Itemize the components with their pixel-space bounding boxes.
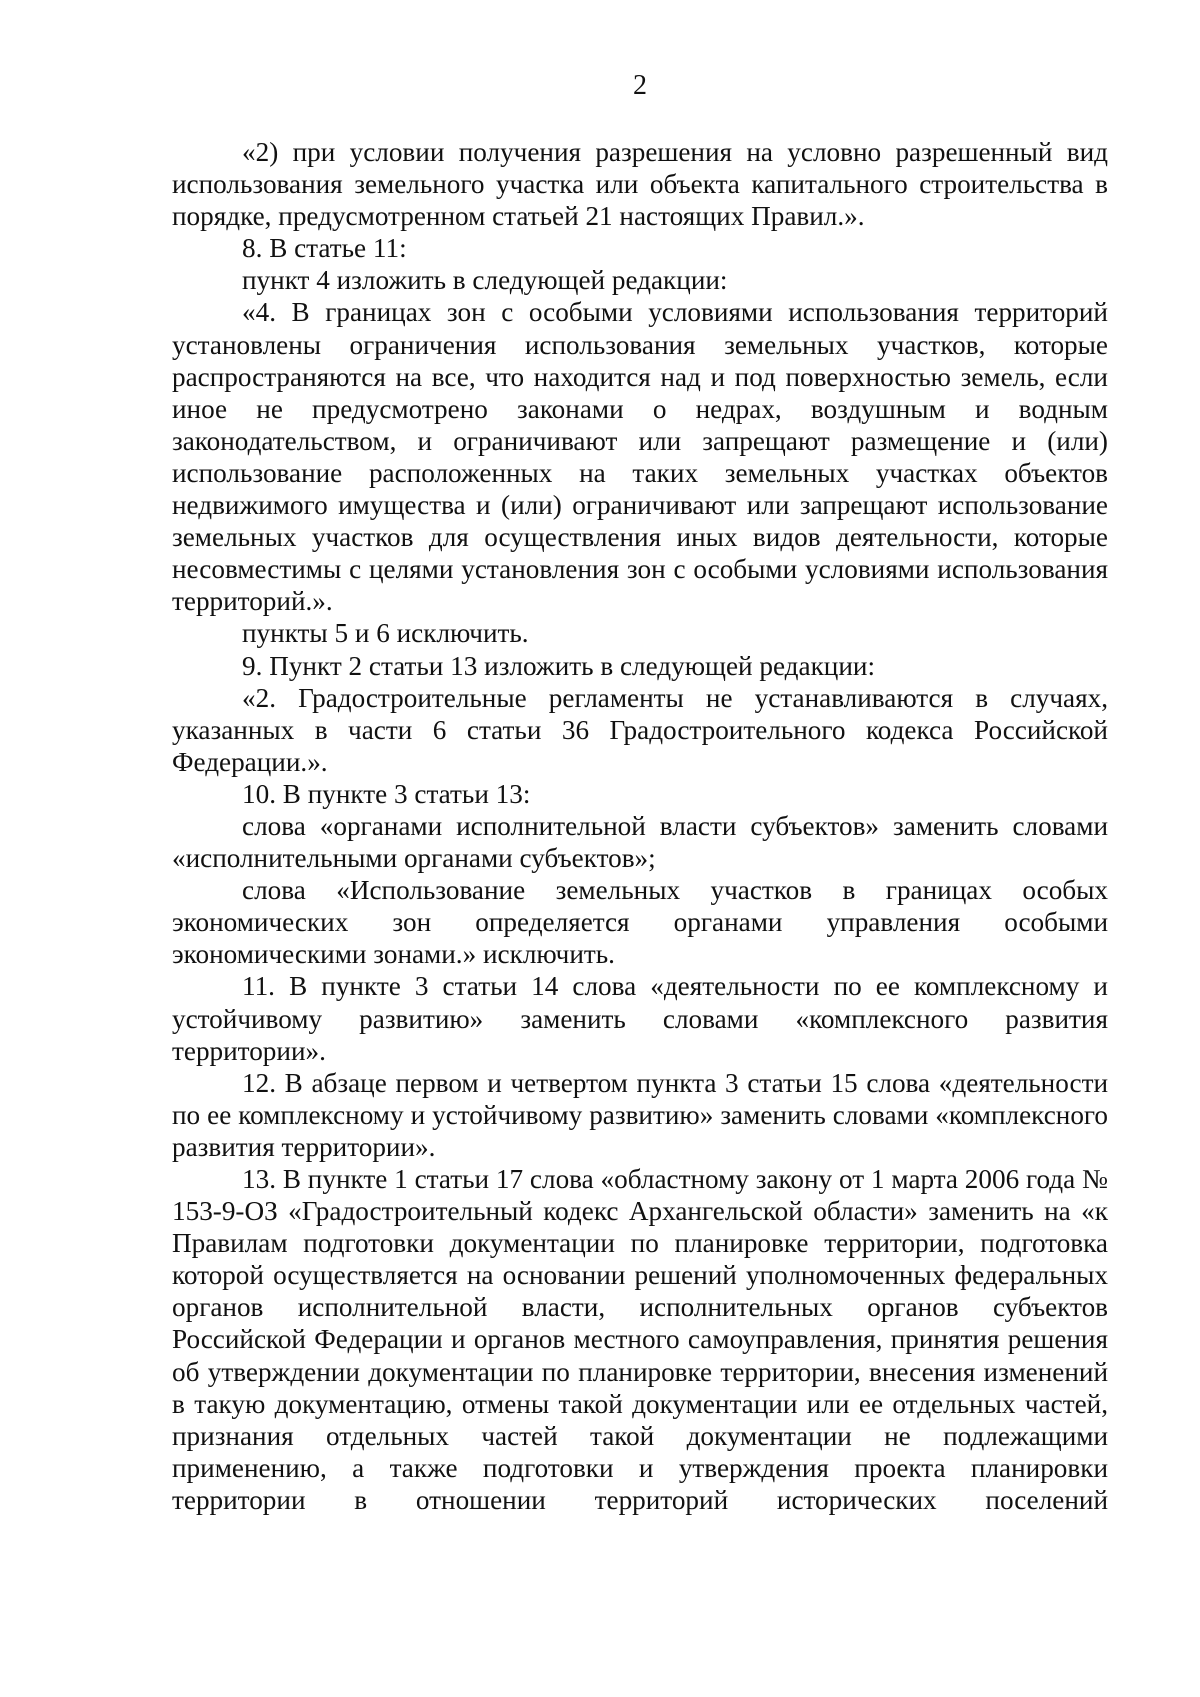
paragraph: «2) при условии получения разрешения на условно разрешенный вид использования земельного участка или объекта капитального строительства в порядке, предусмотренном статьей 21 настоящих Правил.». <box>172 137 1108 232</box>
paragraph: слова «органами исполнительной власти субъектов» заменить словами «исполнительными органами субъектов»; <box>172 810 1108 874</box>
paragraph: 10. В пункте 3 статьи 13: <box>242 778 531 809</box>
paragraph: 8. В статье 11: <box>242 233 407 264</box>
paragraph: «2. Градостроительные регламенты не устанавливаются в случаях, указанных в части 6 статьи 36 Градостроительного кодекса Российской Федерации.». <box>172 682 1108 777</box>
paragraph: 11. В пункте 3 статьи 14 слова «деятельности по ее комплексному и устойчивому развитию» заменить словами «комплексного развития территории». <box>172 971 1108 1066</box>
paragraph: 13. В пункте 1 статьи 17 слова «областному закону от 1 марта 2006 года № 153-9-ОЗ «Градостроительный кодекс Архангельской области» заменить на «к Правилам подготовки документации по планировке территории, подготовка которой осуществляется на основании решений уполномоченных федеральных органов исполнительной власти, исполнительных органов субъектов Российской Федерации и органов местного самоуправления, принятия решения об утверждении документации по планировке территории, внесения изменений в такую документацию, отмены такой документации или ее отдельных частей, признания отдельных частей такой документации не подлежащими применению, а также подготовки и утверждения проекта планировки территории в отношении территорий исторических поселений <box>172 1164 1108 1515</box>
paragraph: 9. Пункт 2 статьи 13 изложить в следующей редакции: <box>242 650 875 681</box>
paragraph: пункты 5 и 6 исключить. <box>242 618 529 649</box>
paragraph: 12. В абзаце первом и четвертом пункта 3 статьи 15 слова «деятельности по ее комплексному и устойчивому развитию» заменить словами «комплексного развития территории». <box>172 1067 1108 1162</box>
paragraph: «4. В границах зон с особыми условиями использования территорий установлены ограничения использования земельных участков, которые распространяются на все, что находится над и под поверхностью земель, если иное не предусмотрено законами о недрах, воздушным и водным законодательством, и ограничивают или запрещают размещение и (или) использование расположенных на таких земельных участках объектов недвижимого имущества и (или) ограничивают или запрещают использование земельных участков для осуществления иных видов деятельности, которые несовместимы с целями установления зон с особыми условиями использования территорий.». <box>172 297 1108 617</box>
paragraph: слова «Использование земельных участков в границах особых экономических зон определяется органами управления особыми экономическими зонами.» исключить. <box>172 875 1108 970</box>
paragraph: пункт 4 изложить в следующей редакции: <box>242 265 728 296</box>
document-body <box>172 136 1108 1516</box>
page-number: 2 <box>633 70 647 101</box>
